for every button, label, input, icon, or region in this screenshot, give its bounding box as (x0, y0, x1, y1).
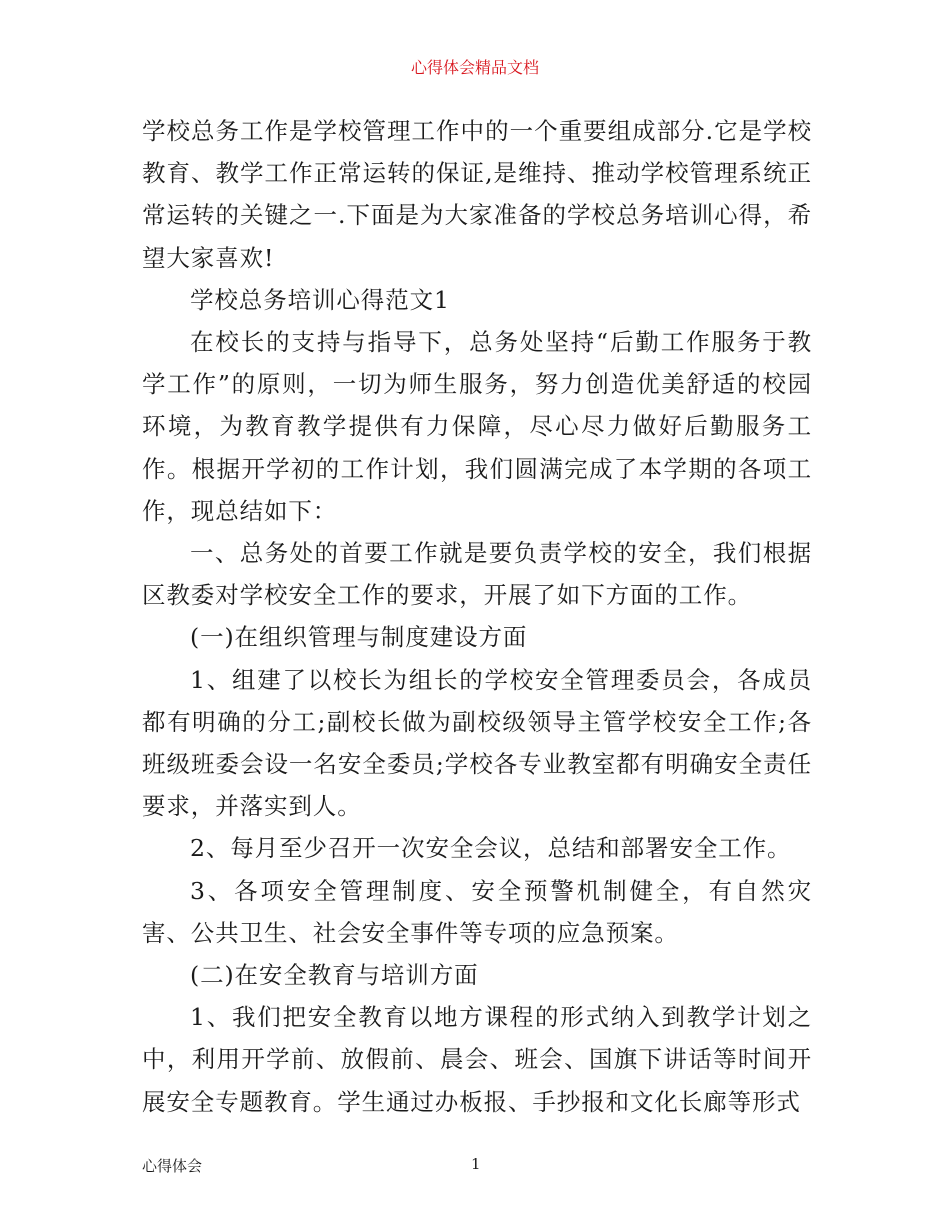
page-number: 1 (471, 1155, 481, 1173)
subheading-organization: (一)在组织管理与制度建设方面 (190, 623, 528, 652)
footer-label: 心得体会 (142, 1157, 203, 1175)
subheading-education: (二)在安全教育与培训方面 (190, 961, 479, 990)
document-body (142, 110, 812, 1123)
list-item-emergency-plans: 3、各项安全管理制度、安全预警机制健全，有自然灾害、公共卫生、社会安全事件等专项的应急预案。 (142, 876, 812, 947)
paragraph-principle: 在校长的支持与指导下，总务处坚持“后勤工作服务于教学工作”的原则，一切为师生服务，努力创造优美舒适的校园环境，为教育教学提供有力保障，尽心尽力做好后勤服务工作。根据开学初的工作计划，我们圆满完成了本学期的各项工作，现总结如下： (142, 328, 812, 525)
list-item-committee: 1、组建了以校长为组长的学校安全管理委员会，各成员都有明确的分工;副校长做为副校级领导主管学校安全工作;各班级班委会设一名安全委员;学校各专业教室都有明确安全责任要求，并落实到人。 (142, 665, 812, 821)
paragraph-safety-intro: 一、总务处的首要工作就是要负责学校的安全，我们根据区教委对学校安全工作的要求，开展了如下方面的工作。 (142, 539, 812, 610)
list-item-meetings: 2、每月至少召开一次安全会议，总结和部署安全工作。 (190, 834, 792, 863)
list-item-safety-education: 1、我们把安全教育以地方课程的形式纳入到教学计划之中，利用开学前、放假前、晨会、班会、国旗下讲话等时间开展安全专题教育。学生通过办板报、手抄报和文化长廊等形式 (142, 1003, 812, 1116)
section-title: 学校总务培训心得范文1 (190, 285, 450, 314)
page-header-title: 心得体会精品文档 (410, 58, 539, 77)
intro-paragraph: 学校总务工作是学校管理工作中的一个重要组成部分.它是学校教育、教学工作正常运转的保证,是维持、推动学校管理系统正常运转的关键之一.下面是为大家准备的学校总务培训心得，希望大家喜欢! (142, 117, 812, 272)
